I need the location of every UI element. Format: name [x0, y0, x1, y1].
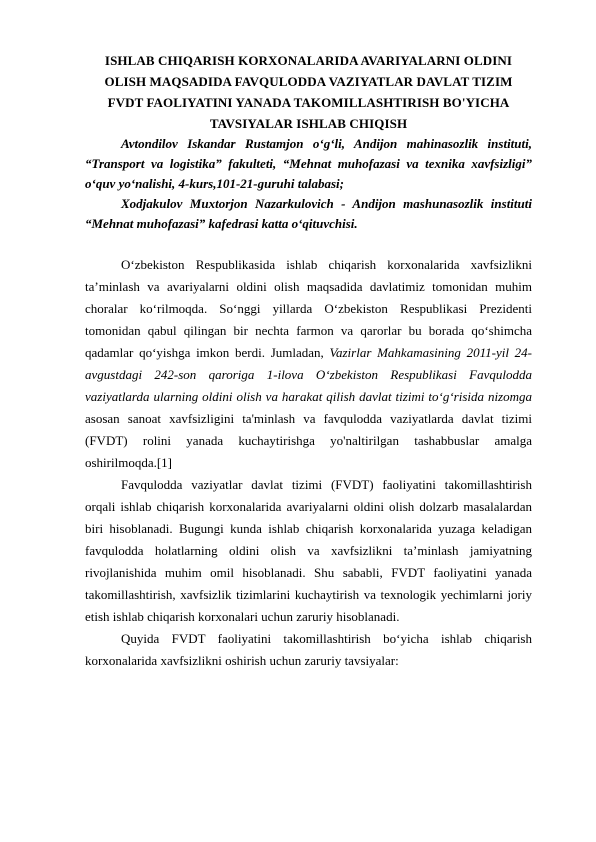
spacer	[85, 234, 532, 254]
paragraph-1-text-end: asosan sanoat xavfsizligini ta'minlash va favqulodda vaziyatlarda davlat tizimi (FVDT) rolini yanada kuchaytirishga yo'naltirilgan tashabbuslar amalga oshirilmoqda.[1]	[85, 411, 532, 470]
body-paragraph-2: Favqulodda vaziyatlar davlat tizimi (FVDT) faoliyatini takomillashtirish orqali ishlab chiqarish korxonalarida avariyalarni oldini olish dolzarb masalalardan biri hisoblanadi. Bugungi kunda ishlab chiqarish korxonalarida yuzaga keladigan favqulodda holatlarning oldini olish va xavfsizlikni ta’minlash jamiyatning rivojlanishida muhim omil hisoblanadi. Shu sababli, FVDT faoliyatini yanada takomillashtirish, xavfsizlik tizimlarini kuchaytirish va texnologik yechimlarni joriy etish ishlab chiqarish korxonalari uchun zaruriy hisoblanadi.	[85, 477, 532, 624]
author-1-info: Avtondilov Iskandar Rustamjon o‘g‘li, Andijon mahinasozlik instituti, “Transport va logistika” fakulteti, “Mehnat muhofazasi va texnika xavfsizligi” o‘quv yo‘nalishi, 4-kurs,101-21-guruhi talabasi;	[85, 136, 532, 191]
body-paragraph-3: Quyida FVDT faoliyatini takomillashtirish bo‘yicha ishlab chiqarish korxonalarida xavfsizlikni oshirish uchun zaruriy tavsiyalar:	[85, 631, 532, 668]
body-paragraph-1	[85, 254, 532, 474]
paragraph-1-italic-reference: Vazirlar Mahkamasining 2011-yil 24-avgustdagi 242-son qaroriga 1-ilova O‘zbekiston Respublikasi Favqulodda vaziyatlarda ularning oldini olish va harakat qilish davlat tizimi to‘g‘risida nizomga	[85, 345, 532, 404]
document-title: ISHLAB CHIQARISH KORXONALARIDA AVARIYALARNI OLDINI OLISH MAQSADIDA FAVQULODDA VAZIYATLAR DAVLAT TIZIM FVDT FAOLIYATINI YANADA TAKOMILLASHTIRISH BO'YICHA TAVSIYALAR ISHLAB CHIQISH	[104, 53, 513, 131]
author-2-info: Xodjakulov Muxtorjon Nazarkulovich - Andijon mashunasozlik instituti “Mehnat muhofazasi” kafedrasi katta o‘qituvchisi.	[85, 196, 532, 231]
paragraph-1-text-start: O‘zbekiston Respublikasida ishlab chiqarish korxonalarida xavfsizlikni ta’minlash va avariyalarni oldini olish maqsadida davlatimiz tomonidan muhim choralar ko‘rilmoqda. So‘nggi yillarda O‘zbekiston Respublikasi Prezidenti tomonidan qabul qilingan bir nechta farmon va qarorlar bu borada qo‘shimcha qadamlar qo‘yishga imkon berdi. Jumladan,	[85, 257, 532, 360]
